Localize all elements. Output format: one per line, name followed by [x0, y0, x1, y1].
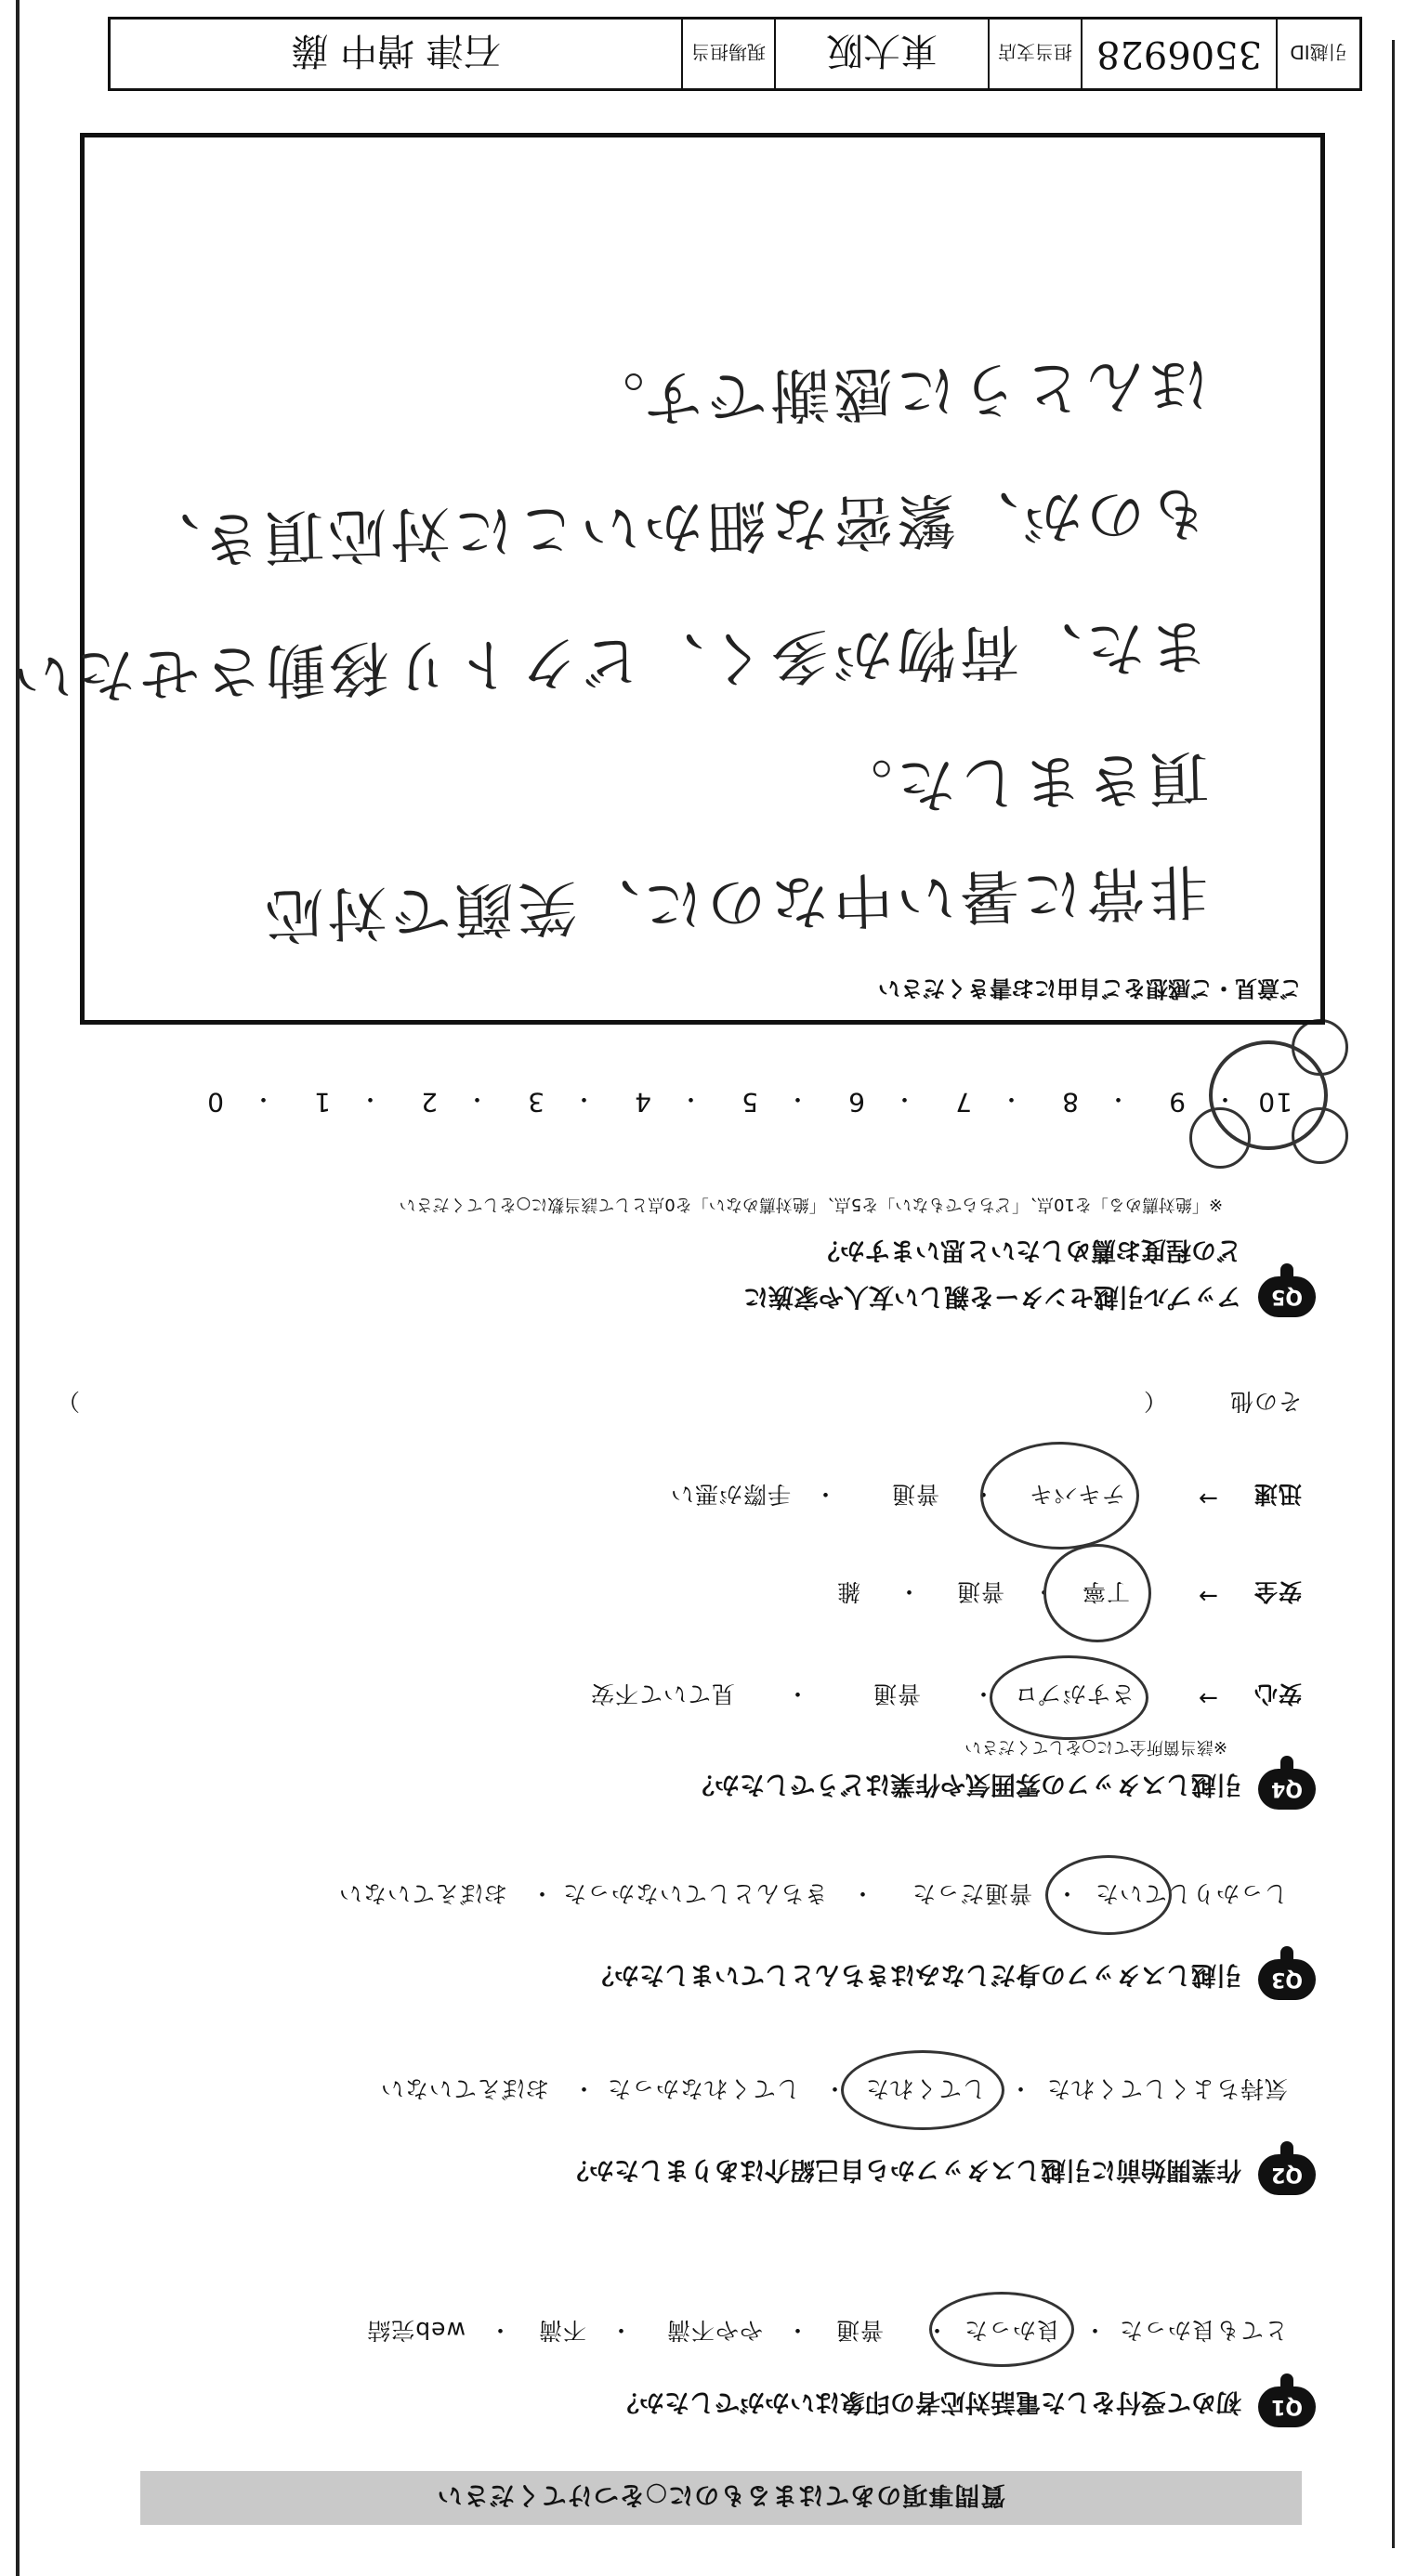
q5-note: ※「絶対薦める」を10点、「どちらでもない」を5点、「絶対薦めない」を0点として該当数に○をしてください [399, 1195, 1223, 1214]
q1-answer-circle [929, 2292, 1074, 2367]
q5-scale-value: 1 [313, 1087, 331, 1118]
q3-answer-circle [1045, 1855, 1172, 1935]
instruction-text: 質問事項のあてはまるものに○をつけてください [436, 2480, 1006, 2510]
q4-row-label: 迅速 [1253, 1481, 1302, 1508]
q5-scale-value: 4 [634, 1087, 651, 1118]
comment-line: 頂きました。 [828, 741, 1210, 821]
q4-row-arrow: → [1198, 1583, 1218, 1610]
id-label-cell [1276, 20, 1359, 88]
q1-option: ・ [924, 2317, 949, 2344]
q4-answer-circle [990, 1655, 1148, 1740]
comment-line: また、荷物が多く、ビクトリ移動させたい [8, 610, 1210, 711]
q5-answer-flourish [1189, 1107, 1251, 1169]
staff-value: 石津 増中 藤 [291, 29, 501, 72]
q2-option: してくれなかった [606, 2075, 800, 2102]
staff-label-cell [681, 20, 774, 88]
q1-option: 良かった [963, 2317, 1060, 2344]
q3-badge: Q3 [1258, 1959, 1316, 2000]
q3-option: ・ [529, 1880, 554, 1907]
q1-badge: Q1 [1258, 2386, 1316, 2427]
id-value: 3506928 [1096, 33, 1263, 75]
q4-option: 雑 [835, 1578, 860, 1605]
staff-label: 現場担当 [691, 41, 766, 64]
q5-text-line2: どの程度お薦めしたいと思いますか？ [815, 1236, 1241, 1264]
q4-option: 普通 [955, 1578, 1004, 1605]
q4-option: 見ていて不安 [589, 1680, 735, 1707]
staff-value-cell [111, 20, 681, 88]
q1-text: 初めて受付をした電話対応者の印象はいかがでしたか？ [614, 2387, 1241, 2416]
q4-badge: Q4 [1258, 1769, 1316, 1810]
q5-scale-separator: ・ [357, 1086, 382, 1113]
q5-scale-separator: ・ [784, 1086, 809, 1113]
q4-row-label: 安全 [1253, 1578, 1302, 1605]
q4-other-open: （ [1142, 1388, 1167, 1415]
q1-option: ・ [784, 2317, 809, 2344]
branch-value-cell [774, 20, 988, 88]
branch-label-cell [988, 20, 1081, 88]
q3-option: 普通だった [911, 1880, 1032, 1907]
q5-scale-value: 3 [527, 1087, 545, 1118]
q4-answer-circle [1043, 1544, 1151, 1642]
branch-value: 東大阪 [826, 29, 938, 72]
q5-scale-value: 7 [954, 1087, 972, 1118]
q1-option: ・ [608, 2317, 633, 2344]
q4-text: 引越しスタッフの雰囲気や作業はどうでしたか？ [689, 1770, 1241, 1798]
comment-line: ものが、繁密な細かいこに対応頂き、 [136, 477, 1210, 575]
q5-scale-separator: ・ [998, 1086, 1023, 1113]
q1-option: やや不満 [665, 2317, 763, 2344]
q5-scale-value: 2 [420, 1087, 438, 1118]
q3-option: おぼえていない [337, 1880, 507, 1907]
q3-option: きちんとしていなかった [561, 1880, 828, 1907]
sheet-right-edge [16, 0, 20, 2576]
sheet-left-edge [1392, 40, 1395, 2548]
q2-option: おぼえていない [379, 2075, 549, 2102]
id-label: 引越ID [1290, 41, 1347, 64]
comment-line: 非常に暑い中なのに、笑顔で対応 [260, 855, 1210, 949]
q5-scale-value: 5 [741, 1087, 758, 1118]
q4-option: さすがプロ [1013, 1680, 1135, 1707]
q1-option: web完結 [366, 2317, 466, 2344]
q1-option: 普通 [834, 2317, 884, 2344]
q4-option: テキパキ [1028, 1481, 1125, 1508]
q4-row-arrow: → [1198, 1485, 1218, 1512]
q4-row-label: 安心 [1253, 1680, 1302, 1707]
q4-option: 丁寧 [1081, 1578, 1130, 1605]
q3-option: ・ [849, 1880, 874, 1907]
instruction-header [140, 2471, 1302, 2525]
q1-option: 不満 [537, 2317, 586, 2344]
comment-line: ほんとうに感謝です。 [581, 348, 1210, 434]
q5-scale-separator: ・ [571, 1086, 596, 1113]
q5-answer-flourish [1292, 1019, 1348, 1076]
q4-option: 普通 [890, 1481, 939, 1508]
q5-answer-flourish [1292, 1107, 1348, 1164]
q5-scale-separator: ・ [891, 1086, 916, 1113]
q2-option: ・ [571, 2075, 596, 2102]
q5-scale-separator: ・ [250, 1086, 275, 1113]
q2-answer-circle [841, 2050, 1004, 2130]
q4-option: ・ [896, 1578, 921, 1605]
q5-scale-value: 6 [847, 1087, 865, 1118]
q5-scale-value: 10 [1257, 1087, 1292, 1118]
q4-option: ・ [970, 1481, 995, 1508]
q5-scale-separator: ・ [464, 1086, 489, 1113]
q3-option: ・ [1054, 1880, 1079, 1907]
q2-badge: Q2 [1258, 2154, 1316, 2195]
q4-option: ・ [1030, 1578, 1056, 1605]
q1-option: ・ [1082, 2317, 1107, 2344]
q4-option: ・ [812, 1481, 837, 1508]
q5-scale-value: 8 [1061, 1087, 1079, 1118]
q5-badge: Q5 [1258, 1276, 1316, 1317]
comment-title: ご意見・ご感想をご自由にお書きください [878, 975, 1302, 1001]
q4-option: 普通 [872, 1680, 921, 1707]
q5-scale-value: 0 [206, 1087, 224, 1118]
id-table [108, 17, 1362, 91]
comment-box [8, 133, 1325, 1025]
q1-option: とても良かった [1118, 2317, 1288, 2344]
q1-option: ・ [487, 2317, 512, 2344]
q2-option: してくれた [864, 2075, 986, 2102]
q4-other-label: その他 [1228, 1388, 1302, 1415]
q5-scale-value: 9 [1168, 1087, 1186, 1118]
q3-text: 引越しスタッフの身だしなみはきちんとしていましたか？ [589, 1960, 1241, 1989]
q4-answer-circle [980, 1442, 1139, 1550]
q4-note: ※該当箇所全てに○をしてください [964, 1737, 1227, 1757]
q5-scale-separator: ・ [1105, 1086, 1130, 1113]
q4-option: ・ [970, 1680, 995, 1707]
q5-scale-separator: ・ [1212, 1086, 1237, 1113]
q4-option: ・ [784, 1680, 809, 1707]
branch-label: 担当支店 [998, 41, 1072, 64]
id-value-cell [1081, 20, 1276, 88]
q5-scale-separator: ・ [677, 1086, 702, 1113]
q4-option: 手際が悪い [669, 1481, 791, 1508]
q4-other-close: ） [55, 1388, 80, 1415]
q2-option: ・ [821, 2075, 846, 2102]
q4-row-arrow: → [1198, 1685, 1218, 1712]
q2-option: 気持ちよくしてくれた [1045, 2075, 1288, 2102]
q2-option: ・ [1007, 2075, 1032, 2102]
q5-text-line1: アップル引越センターを親しい友人や家族に [743, 1282, 1241, 1311]
q2-text: 作業開始前に引越しスタッフから自己紹介はありましたか？ [564, 2155, 1241, 2184]
q3-option: しっかりしていた [1094, 1880, 1288, 1907]
